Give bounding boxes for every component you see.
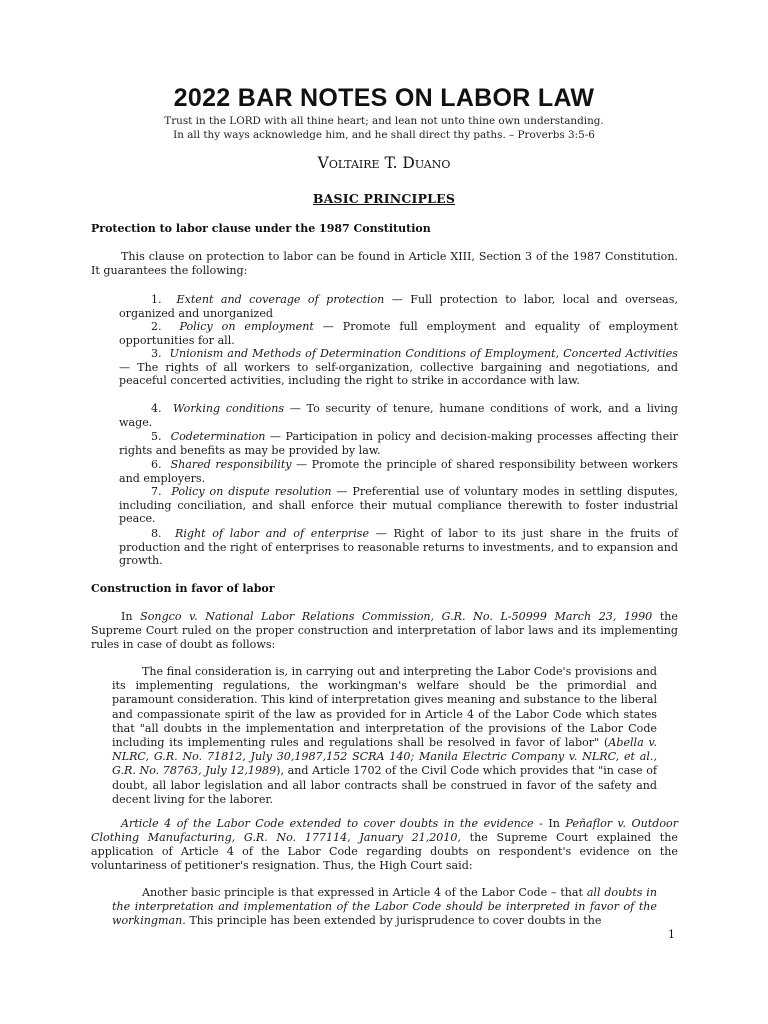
list-item: 4. Working conditions — To security of tenure, humane conditions of work, and a living wage. [119, 402, 678, 429]
epigraph-line-2: In all thy ways acknowledge him, and he shall direct thy paths. – Proverbs 3:5-6 [173, 129, 595, 141]
heading-construction: Construction in favor of labor [91, 582, 275, 595]
author-name: Voltaire T. Duano [317, 154, 451, 172]
document-title: 2022 BAR NOTES ON LABOR LAW [173, 84, 595, 112]
list-item: 6. Shared responsibility — Promote the principle of shared responsibility between workers and employers. [119, 458, 678, 485]
list-item: 8. Right of labor and of enterprise — Right of labor to its just share in the fruits of production and the right of enterprises to reasonable returns to investments, and to expansion and growth. [119, 527, 678, 568]
section-title: BASIC PRINCIPLES [312, 191, 456, 206]
list-item: 7. Policy on dispute resolution — Preferential use of voluntary modes in settling disputes, including conciliation, and shall enforce their mutual compliance therewith to foster industrial peace. [119, 485, 678, 526]
list-item: 3. Unionism and Methods of Determination Conditions of Employment, Concerted Activities — The rights of all workers to self-organization, collective bargaining and negotiations, and peaceful concerted activities, including the right to strike in accordance with law. [119, 347, 678, 388]
paragraph-songco: In Songco v. National Labor Relations Commission, G.R. No. L-50999 March 23, 1990 the Supreme Court ruled on the proper construction and interpretation of labor laws and its implementing rules in case of doubt as follows: [91, 610, 678, 651]
block-quote-penaflor: Another basic principle is that expressed in Article 4 of the Labor Code – that all doubts in the interpretation and implementation of the Labor Code should be interpreted in favor of the workingman. This principle has been extended by jurisprudence to cover doubts in the [112, 886, 657, 928]
heading-protection-clause: Protection to labor clause under the 1987 Constitution [91, 222, 431, 235]
page-number: 1 [668, 928, 675, 941]
paragraph-intro: This clause on protection to labor can be found in Article XIII, Section 3 of the 1987 Constitution. It guarantees the following: [91, 250, 678, 277]
epigraph-line-1: Trust in the LORD with all thine heart; and lean not unto thine own understanding. [164, 115, 604, 127]
paragraph-penaflor: Article 4 of the Labor Code extended to cover doubts in the evidence - In Peñaflor v. Outdoor Clothing Manufacturing, G.R. No. 177114, January 21,2010, the Supreme Court explained the application of Article 4 of the Labor Code regarding doubts on respondent's evidence on the voluntariness of petitioner's resignation. Thus, the High Court said: [91, 817, 678, 872]
list-item: 2. Policy on employment — Promote full employment and equality of employment opportunities for all. [119, 320, 678, 347]
list-item: 1. Extent and coverage of protection — Full protection to labor, local and overseas, organized and unorganized [119, 293, 678, 320]
epigraph [0, 114, 768, 142]
list-item: 5. Codetermination — Participation in policy and decision-making processes affecting their rights and benefits as may be provided by law. [119, 430, 678, 457]
block-quote-songco: The final consideration is, in carrying out and interpreting the Labor Code's provisions and its implementing regulations, the workingman's welfare should be the primordial and paramount consideration. This kind of interpretation gives meaning and substance to the liberal and compassionate spirit of the law as provided for in Article 4 of the Labor Code which states that "all doubts in the implementation and interpretation of the provisions of the Labor Code including its implementing rules and regulations shall be resolved in favor of labor" (Abella v. NLRC, G.R. No. 71812, July 30,1987,152 SCRA 140; Manila Electric Company v. NLRC, et al., G.R. No. 78763, July 12,1989), and Article 1702 of the Civil Code which provides that "in case of doubt, all labor legislation and all labor contracts shall be construed in favor of the safety and decent living for the laborer. [112, 665, 657, 806]
